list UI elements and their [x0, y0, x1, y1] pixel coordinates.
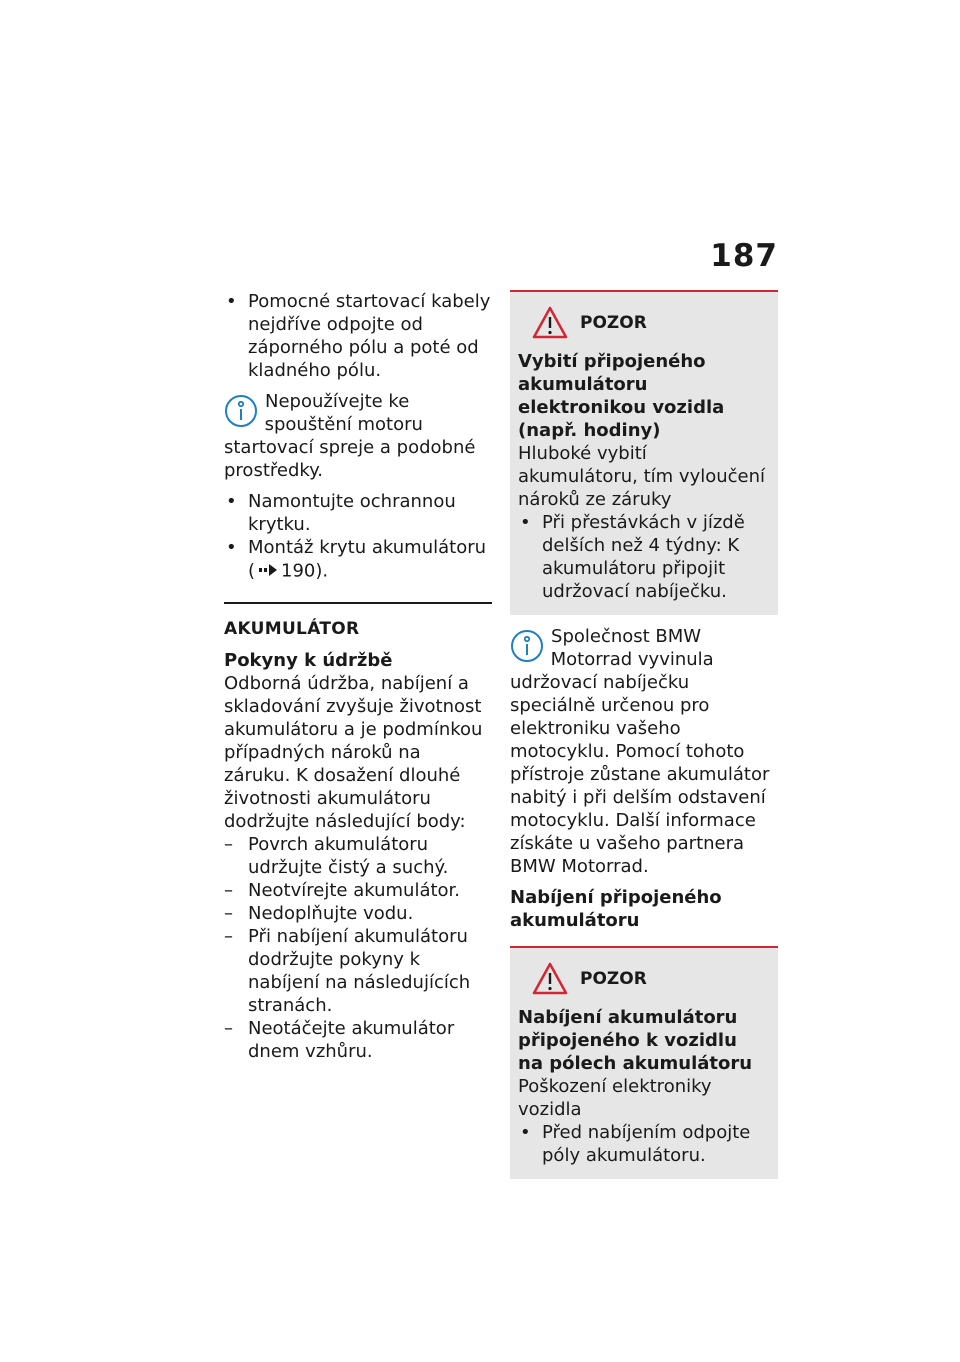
warning-consequence: Hluboké vybití akumulátoru, tím vyloučení nároků ze záruky	[518, 443, 766, 510]
warning-header	[518, 960, 768, 998]
subsection-title: Nabíjení připojeného akumulátoru	[510, 887, 722, 931]
list-item: – Při nabíjení akumulátoru dodržujte pokyny k nabíjení na následujících stranách.	[224, 925, 492, 1017]
bullet-item: • Pomocné startovací kabely nejdříve odpojte od záporného pólu a poté od kladného pólu.	[224, 290, 492, 382]
info-note	[510, 625, 778, 878]
info-icon	[224, 394, 258, 428]
maintenance-list	[224, 833, 492, 1063]
info-icon	[510, 629, 544, 663]
warning-header	[518, 304, 768, 342]
ref-open: (	[248, 560, 256, 582]
warning-triangle-icon	[532, 962, 568, 996]
mount-cover-text: Montáž krytu akumulátoru	[248, 537, 487, 558]
subsection-title: Pokyny k údržbě	[224, 650, 393, 671]
right-column	[510, 290, 778, 1189]
warning-title: POZOR	[580, 312, 647, 333]
info-note	[224, 390, 492, 482]
warning-box	[510, 290, 778, 615]
ref-close: ).	[315, 560, 329, 582]
warning-lead: Vybití připojeného akumulátoru elektronikou vozidla (např. hodiny)	[518, 351, 725, 441]
info-note-text: Společnost BMW Motorrad vyvinula udržovací nabíječku speciálně určenou pro elektroniku vašeho motocyklu. Pomocí tohoto přístroje zůstane akumulátor nabitý i při delším odstavení motocyklu. Další informace získáte u vašeho partnera BMW Motorrad.	[510, 626, 770, 877]
page-number: 187	[710, 238, 778, 274]
section-title: AKUMULÁTOR	[224, 602, 492, 641]
warning-title: POZOR	[580, 968, 647, 989]
warning-triangle-icon	[532, 306, 568, 340]
mount-cover-bullet	[224, 536, 492, 584]
warning-box	[510, 946, 778, 1179]
bullet-item: • Namontujte ochrannou krytku.	[224, 490, 492, 536]
warning-consequence: Poškození elektroniky vozidla	[518, 1076, 712, 1120]
reference-arrow-icon	[259, 559, 277, 582]
list-item: – Neotáčejte akumulátor dnem vzhůru.	[224, 1017, 492, 1063]
bullet-item: • Při přestávkách v jízdě delších než 4 týdny: K akumulátoru připojit udržovací nabíječku.	[518, 511, 768, 603]
list-item: – Povrch akumulátoru udržujte čistý a suchý.	[224, 833, 492, 879]
list-item: – Nedoplňujte vodu.	[224, 902, 492, 925]
left-column	[224, 290, 492, 1063]
bullet-item: • Před nabíjením odpojte póly akumulátoru.	[518, 1121, 768, 1167]
info-note-text: Nepoužívejte ke spouštění motoru startovací spreje a podobné prostředky.	[224, 391, 476, 481]
list-item: – Neotvírejte akumulátor.	[224, 879, 492, 902]
page-reference-link[interactable]: 190	[281, 560, 316, 582]
maintenance-intro: Odborná údržba, nabíjení a skladování zvyšuje životnost akumulátoru a je podmínkou případných nároků na záruku. K dosažení dlouhé životnosti akumulátoru dodržujte následující body:	[224, 673, 483, 832]
warning-lead: Nabíjení akumulátoru připojeného k vozidlu na pólech akumulátoru	[518, 1007, 753, 1074]
